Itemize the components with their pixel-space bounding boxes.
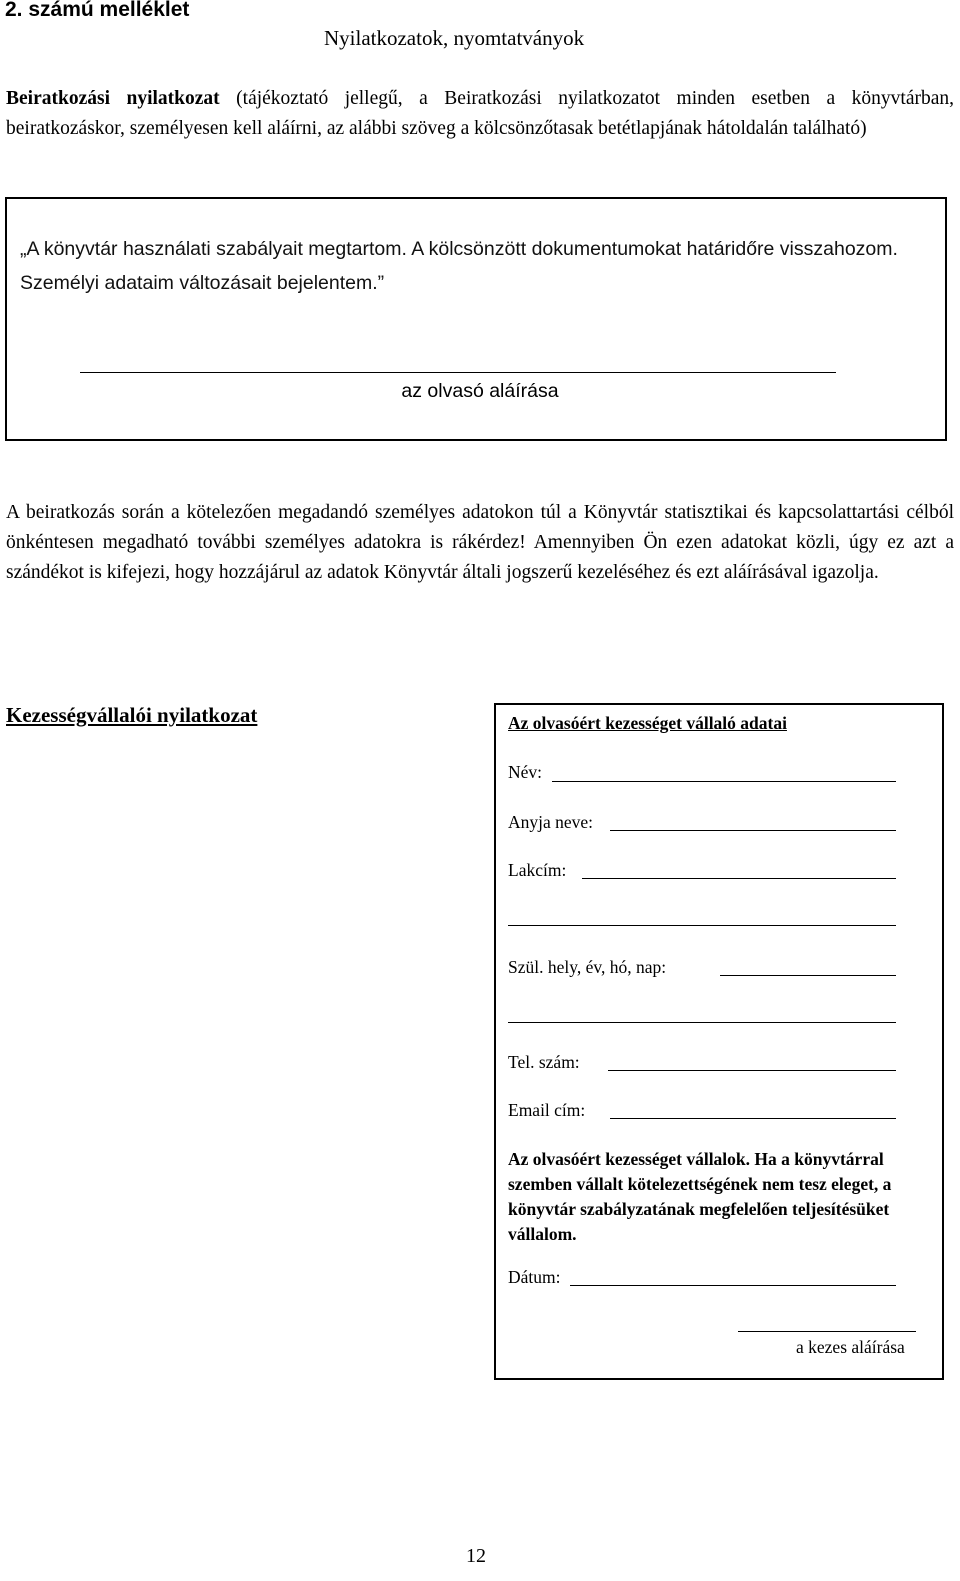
page-number: 12 bbox=[466, 1545, 486, 1567]
email-field-line[interactable] bbox=[610, 1118, 896, 1119]
appendix-label: 2. számú melléklet bbox=[5, 0, 190, 21]
guarantor-box bbox=[494, 703, 944, 1380]
phone-label: Tel. szám: bbox=[508, 1052, 580, 1072]
phone-field-line[interactable] bbox=[608, 1070, 896, 1071]
address-field-line-2[interactable] bbox=[508, 925, 896, 926]
declaration-text: „A könyvtár használati szabályait megtartom. A kölcsönzött dokumentumokat határidőre visszahozom. Személyi adataim változásait bejelentem.” bbox=[20, 238, 898, 294]
date-label: Dátum: bbox=[508, 1267, 561, 1287]
registration-heading: Beiratkozási nyilatkozat bbox=[6, 88, 220, 109]
guarantor-statement: Az olvasóért kezességet vállalok. Ha a könyvtárral szemben vállalt kötelezettségének nem tesz eleget, a könyvtár szabályzatának megfelelően teljesítésüket vállalom. bbox=[508, 1149, 892, 1244]
registration-intro bbox=[6, 84, 954, 144]
registration-intro-text: (tájékoztató jellegű, a Beiratkozási nyilatkozatot minden esetben a könyvtárban, beiratkozáskor, személyesen kell aláírni, az alábbi szöveg a kölcsönzőtasak betétlapjának hátoldalán található) bbox=[6, 88, 954, 139]
reader-signature-line[interactable] bbox=[80, 372, 836, 373]
consent-paragraph: A beiratkozás során a kötelezően megadandó személyes adatokon túl a Könyvtár statisztikai és kapcsolattartási célból önkéntesen megadható további személyes adatokra is rákérdez! Amennyiben Ön ezen adatokat közli, úgy ez azt a szándékot is kifejezi, hogy hozzájárul az adatok Könyvtár általi jogszerű kezeléséhez és ezt aláírásával igazolja. bbox=[6, 502, 954, 583]
birth-label: Szül. hely, év, hó, nap: bbox=[508, 957, 667, 977]
birth-field-line[interactable] bbox=[720, 975, 896, 976]
date-field-line[interactable] bbox=[570, 1285, 896, 1286]
guarantor-title: Kezességvállalói nyilatkozat bbox=[6, 703, 258, 727]
email-label: Email cím: bbox=[508, 1100, 586, 1120]
guarantor-signature-line[interactable] bbox=[738, 1331, 916, 1332]
reader-signature-label: az olvasó aláírása bbox=[401, 380, 559, 402]
document-title: Nyilatkozatok, nyomtatványok bbox=[324, 26, 585, 50]
name-field-line[interactable] bbox=[552, 781, 896, 782]
guarantor-signature-label: a kezes aláírása bbox=[796, 1337, 905, 1357]
address-field-line[interactable] bbox=[582, 878, 896, 879]
mother-name-label: Anyja neve: bbox=[508, 812, 594, 832]
name-label: Név: bbox=[508, 762, 543, 782]
mother-name-field-line[interactable] bbox=[610, 830, 896, 831]
birth-field-line-2[interactable] bbox=[508, 1022, 896, 1023]
address-label: Lakcím: bbox=[508, 860, 567, 880]
guarantor-box-heading: Az olvasóért kezességet vállaló adatai bbox=[508, 713, 787, 733]
